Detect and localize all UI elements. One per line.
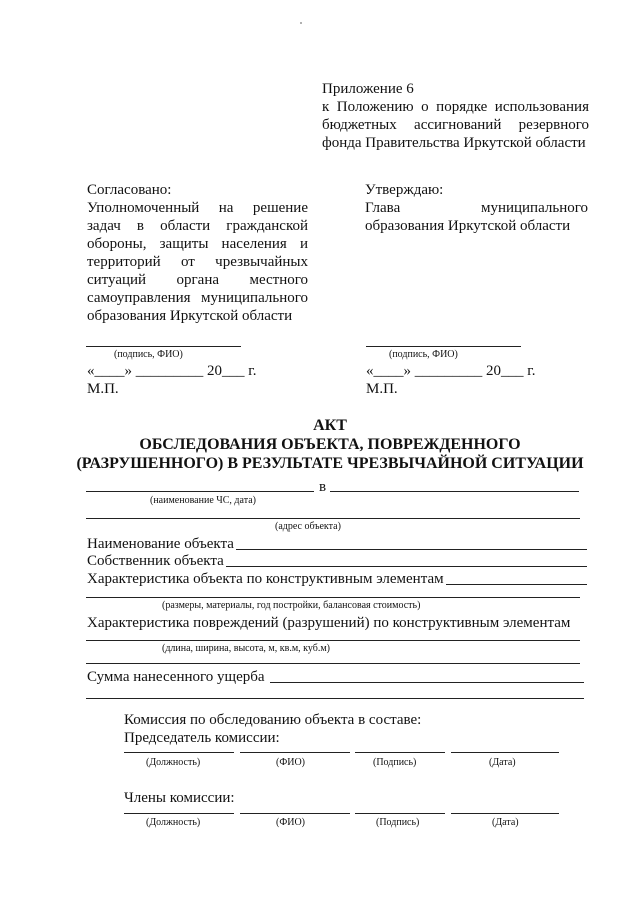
agreed-line: ситуаций органа местного xyxy=(87,272,308,288)
chairman-signature-line xyxy=(355,752,445,753)
member-position-line xyxy=(124,813,234,814)
damage-label: Характеристика повреждений (разрушений) по конструктивным элементам xyxy=(87,615,571,631)
chairman-label: Председатель комиссии: xyxy=(124,730,280,746)
damage-line-2 xyxy=(86,663,580,664)
scan-speck xyxy=(300,22,302,24)
agreed-line: Уполномоченный на решение xyxy=(87,200,308,216)
member-name-line xyxy=(240,813,350,814)
approved-signature-caption: (подпись, ФИО) xyxy=(389,349,458,360)
member-signature-line xyxy=(355,813,445,814)
chairman-date-line xyxy=(451,752,559,753)
chairman-position-caption: (Должность) xyxy=(146,757,201,768)
act-heading xyxy=(40,416,620,473)
damage-line xyxy=(86,640,580,641)
appendix-title: Приложение 6 xyxy=(322,81,414,97)
emergency-line xyxy=(86,491,314,492)
agreed-line: задач в области гражданской xyxy=(87,218,308,234)
approved-date-line: «____» _________ 20___ г. xyxy=(366,363,536,379)
characteristic-label: Характеристика объекта по конструктивным элементам xyxy=(87,571,444,587)
member-position-caption: (Должность) xyxy=(146,817,201,828)
appendix-line: к Положению о порядке использования xyxy=(322,99,589,115)
agreed-line: территорий от чрезвычайных xyxy=(87,254,308,270)
chairman-signature-caption: (Подпись) xyxy=(373,757,417,768)
object-name-line xyxy=(236,549,587,550)
approved-block xyxy=(365,181,588,235)
act-title: АКТ xyxy=(313,417,347,434)
approved-stamp: М.П. xyxy=(366,381,398,397)
agreed-date-line: «____» _________ 20___ г. xyxy=(87,363,257,379)
member-date-line xyxy=(451,813,559,814)
chairman-name-line xyxy=(240,752,350,753)
chairman-position-line xyxy=(124,752,234,753)
damage-sum-line xyxy=(270,682,584,683)
members-label: Члены комиссии: xyxy=(124,790,235,806)
act-subtitle: (РАЗРУШЕННОГО) В РЕЗУЛЬТАТЕ ЧРЕЗВЫЧАЙНОЙ СИТУАЦИИ xyxy=(76,455,584,472)
characteristic-line-2 xyxy=(86,597,580,598)
damage-sum-line-2 xyxy=(86,698,584,699)
appendix-block xyxy=(322,80,589,152)
agreed-heading: Согласовано: xyxy=(87,182,172,198)
chairman-date-caption: (Дата) xyxy=(489,757,516,768)
commission-heading: Комиссия по обследованию объекта в составе: xyxy=(124,712,422,728)
damage-caption: (длина, ширина, высота, м, кв.м, куб.м) xyxy=(162,643,330,654)
appendix-line: бюджетных ассигнований резервного xyxy=(322,117,589,133)
agreed-line: образования Иркутской области xyxy=(87,308,293,324)
address-line xyxy=(86,518,580,519)
member-date-caption: (Дата) xyxy=(492,817,519,828)
characteristic-caption: (размеры, материалы, год постройки, балансовая стоимость) xyxy=(162,600,421,611)
object-name-label: Наименование объекта xyxy=(87,536,234,552)
member-name-caption: (ФИО) xyxy=(276,817,306,828)
agreed-line: обороны, защиты населения и xyxy=(87,236,308,252)
emergency-place-line xyxy=(330,491,579,492)
damage-sum-label: Сумма нанесенного ущерба xyxy=(87,669,265,685)
agreed-signature-line xyxy=(86,346,241,347)
emergency-caption: (наименование ЧС, дата) xyxy=(150,495,256,506)
appendix-line: фонда Правительства Иркутской области xyxy=(322,135,586,151)
owner-line xyxy=(226,566,587,567)
approved-line: образования Иркутской области xyxy=(365,218,571,234)
agreed-line: самоуправления муниципального xyxy=(87,290,308,306)
address-caption: (адрес объекта) xyxy=(275,521,341,532)
chairman-name-caption: (ФИО) xyxy=(276,757,306,768)
approved-line: Глава муниципального xyxy=(365,200,588,216)
owner-label: Собственник объекта xyxy=(87,553,224,569)
approved-signature-line xyxy=(366,346,521,347)
in-word: в xyxy=(319,479,327,495)
act-subtitle: ОБСЛЕДОВАНИЯ ОБЪЕКТА, ПОВРЕЖДЕННОГО xyxy=(139,436,521,453)
member-signature-caption: (Подпись) xyxy=(376,817,420,828)
agreed-block xyxy=(87,181,308,325)
approved-heading: Утверждаю: xyxy=(365,182,444,198)
agreed-stamp: М.П. xyxy=(87,381,119,397)
agreed-signature-caption: (подпись, ФИО) xyxy=(114,349,183,360)
characteristic-line xyxy=(446,584,587,585)
